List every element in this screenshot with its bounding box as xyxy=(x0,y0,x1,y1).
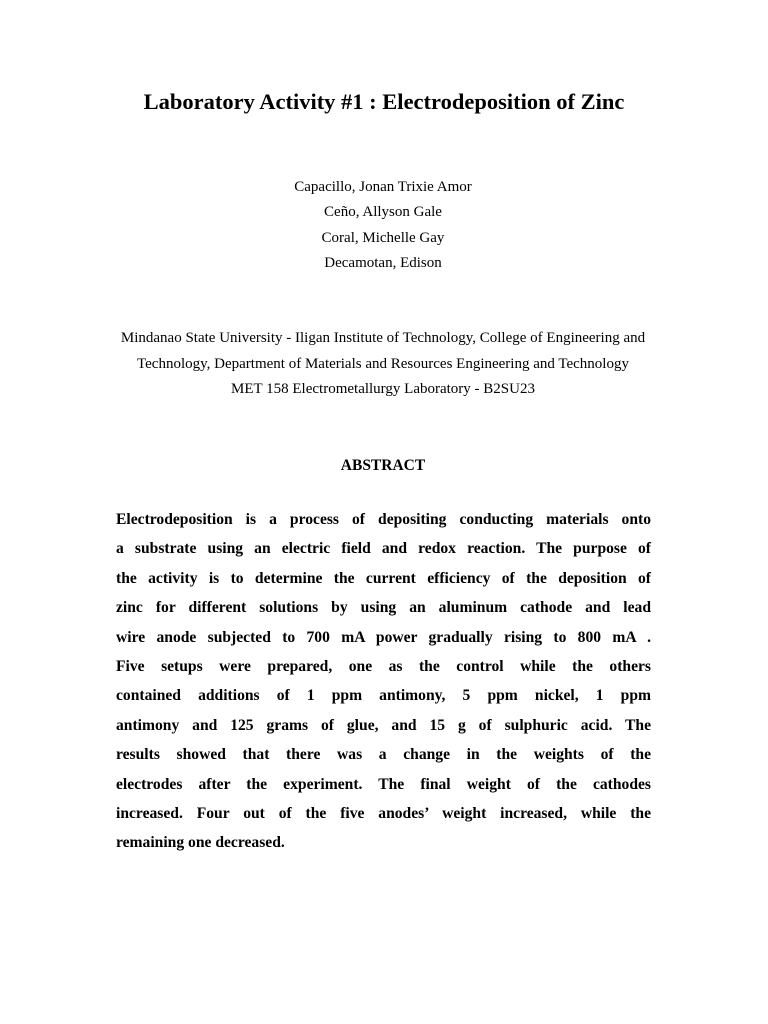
abstract-line: results showed that there was a change in the weights of the xyxy=(116,746,651,764)
abstract-body xyxy=(116,505,651,858)
abstract-line: contained additions of 1 ppm antimony, 5 ppm nickel, 1 ppm xyxy=(116,687,651,705)
abstract-line: Electrodeposition is a process of depositing conducting materials onto xyxy=(116,511,651,528)
affiliation-line: Mindanao State University - Iligan Institute of Technology, College of Engineering and xyxy=(120,330,646,346)
abstract-line: a substrate using an electric field and redox reaction. The purpose of xyxy=(116,540,651,558)
abstract-line: the activity is to determine the current efficiency of the deposition of xyxy=(116,569,651,587)
abstract-heading: ABSTRACT xyxy=(340,457,426,474)
paper-title: Laboratory Activity #1 : Electrodeposition of Zinc xyxy=(143,89,625,114)
abstract-line: electrodes after the experiment. The final weight of the cathodes xyxy=(116,775,651,793)
abstract-line: wire anode subjected to 700 mA power gradually rising to 800 mA . xyxy=(116,628,651,646)
abstract-line: Five setups were prepared, one as the control while the others xyxy=(116,657,651,675)
abstract-line: remaining one decreased. xyxy=(116,834,285,852)
author-name: Capacillo, Jonan Trixie Amor xyxy=(294,179,472,195)
author-name: Ceño, Allyson Gale xyxy=(324,204,442,221)
affiliation-block xyxy=(0,326,766,403)
author-name: Coral, Michelle Gay xyxy=(321,229,445,246)
course-line: MET 158 Electrometallurgy Laboratory - B2SU23 xyxy=(231,381,535,397)
affiliation-line: Technology, Department of Materials and Resources Engineering and Technology xyxy=(137,355,629,372)
abstract-line: increased. Four out of the five anodes’ weight increased, while the xyxy=(116,804,651,822)
abstract-line: antimony and 125 grams of glue, and 15 g of sulphuric acid. The xyxy=(116,716,651,734)
author-list xyxy=(0,175,766,276)
author-name: Decamotan, Edison xyxy=(324,254,442,271)
abstract-line: zinc for different solutions by using an aluminum cathode and lead xyxy=(116,599,651,617)
